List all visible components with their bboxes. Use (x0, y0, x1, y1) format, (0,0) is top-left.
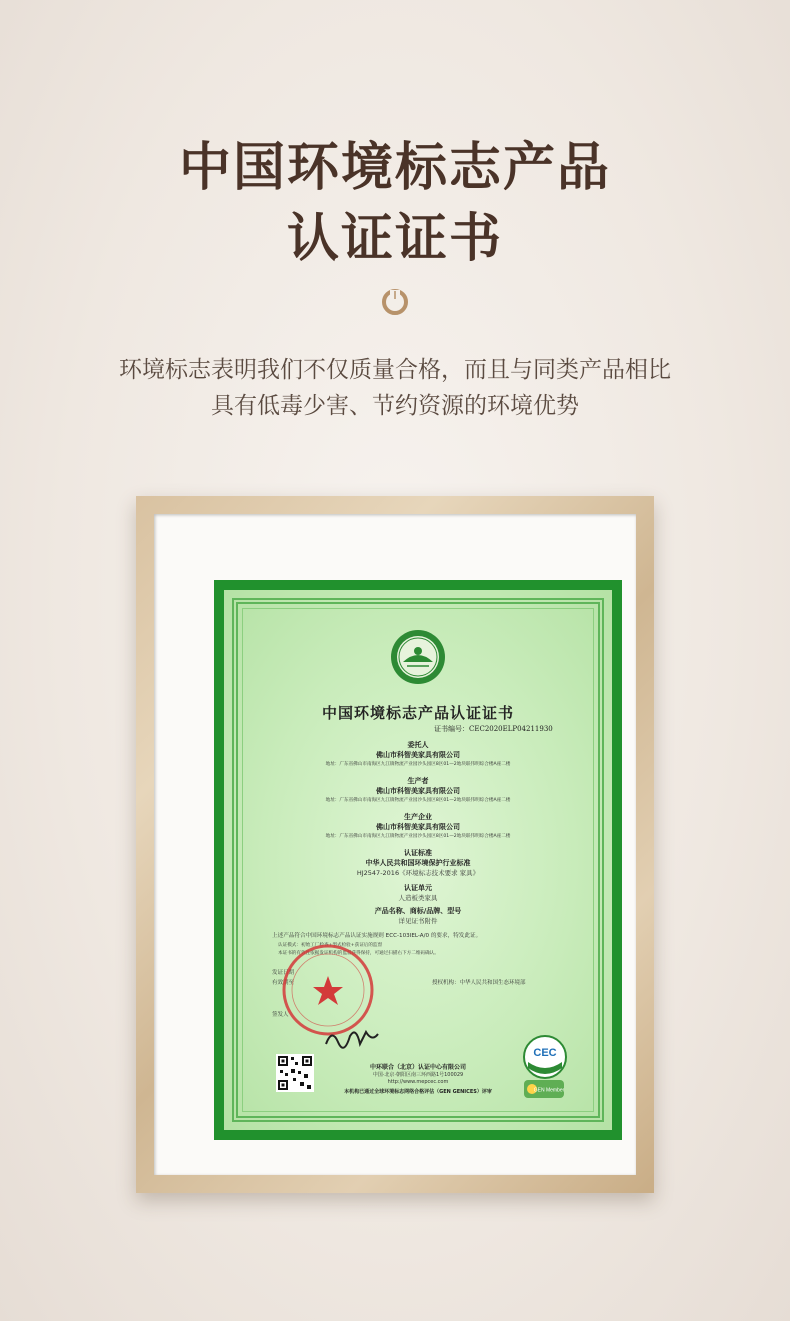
note-mode: 认证模式：初始工厂检查+型式检验+获证后的监督 (278, 943, 383, 948)
cec-logo-text: CEC (533, 1047, 557, 1059)
product-label: 产品名称、商标/品牌、型号 (374, 907, 462, 915)
cec-logo-icon (522, 1034, 568, 1080)
gen-logo-text: GEN Member (533, 1087, 564, 1094)
issuing-organization: 中环联合（北京）认证中心有限公司 (369, 1064, 466, 1071)
certificate (214, 580, 622, 1140)
signature-icon (322, 1022, 382, 1052)
ring-divider-icon (381, 288, 409, 316)
producer-name: 佛山市科智美家具有限公司 (376, 787, 460, 795)
product-note: 详见证书附件 (398, 917, 438, 925)
standard-code: HJ2547-2016《环境标志技术要求 家具》 (356, 869, 480, 877)
unit-label: 认证单元 (404, 884, 432, 892)
certificate-paper (224, 590, 612, 1130)
wooden-picture-frame (136, 496, 654, 1193)
organization-website: http://www.mepcec.com (387, 1079, 449, 1085)
factory-label: 生产企业 (404, 813, 432, 821)
subtitle-line2: 具有低毒少害、节约资源的环境优势 (211, 393, 579, 419)
certificate-number: 证书编号：CEC2020ELP04211930 (434, 725, 553, 733)
standard-name: 中华人民共和国环境保护行业标准 (365, 859, 471, 867)
valid-until-label: 有效期至 (272, 980, 295, 986)
unit-name: 人造板类家具 (398, 894, 438, 902)
signer-label: 签发人 (272, 1012, 289, 1018)
standard-label: 认证标准 (404, 849, 432, 857)
frame-mat (154, 514, 636, 1175)
client-name: 佛山市科智美家具有限公司 (376, 751, 460, 759)
statement: 上述产品符合中国环境标志产品认证实施规则 ECC-103IEL-A/0 的要求，特发此证。 (272, 933, 482, 939)
authorized-body: 授权机构：中华人民共和国生态环境部 (432, 980, 526, 986)
factory-address: 地址：广东省佛山市南海区九江镇物流产业园沙头园区8区01—2地块联伟明综合楼A座二楼 (325, 834, 511, 839)
factory-name: 佛山市科智美家具有限公司 (376, 823, 460, 831)
producer-address: 地址：广东省佛山市南海区九江镇物流产业园沙头园区8区01—2地块联伟明综合楼A座二楼 (325, 798, 511, 803)
issue-date-label: 发证日期 (272, 970, 295, 976)
client-address: 地址：广东省佛山市南海区九江镇物流产业园沙头园区8区01—2地块联伟明综合楼A座二楼 (325, 762, 511, 767)
producer-label: 生产者 (407, 777, 429, 785)
gen-review-note: 本机构已通过全球环境标志网络合格评估（GEN GENICES）评审 (344, 1089, 492, 1095)
page-title-line2: 认证证书 (286, 209, 503, 269)
certificate-title: 中国环境标志产品认证证书 (321, 704, 514, 722)
gen-member-logo-icon (524, 1080, 564, 1098)
note-validity: 本证书的有效性依据发证机构的监督获得保持，可通过扫描右下方二维码确认。 (278, 951, 439, 956)
subtitle-line1: 环境标志表明我们不仅质量合格，而且与同类产品相比 (119, 357, 671, 383)
organization-address: 中国·北京·朝阳区南三环西路1号100029 (372, 1072, 464, 1078)
environmental-label-emblem-icon (389, 628, 447, 686)
client-label: 委托人 (407, 741, 429, 749)
page-title-line1: 中国环境标志产品 (178, 138, 611, 198)
